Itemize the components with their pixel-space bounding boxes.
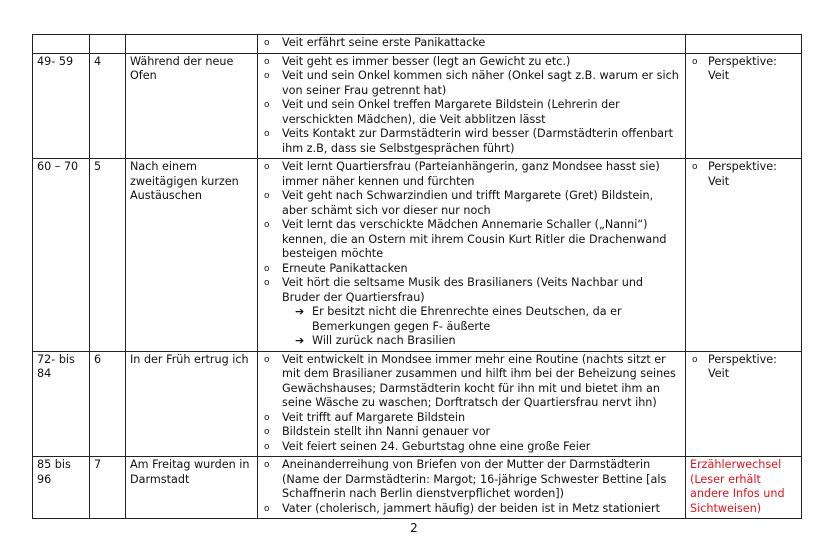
table-row	[33, 53, 802, 159]
pages-cell: 60 – 70	[33, 159, 90, 352]
title-cell: Am Freitag wurden in Darmstadt	[126, 457, 258, 519]
list-item: o Veit hört die seltsame Musik des Brasilianers (Veits Nachbar und Bruder der Quartiersfrau)	[262, 276, 681, 305]
title-cell: In der Früh ertrug ich	[126, 351, 258, 457]
list-item: o Veit lernt Quartiersfrau (Parteianhängerin, ganz Mondsee hasst sie) immer näher kennen und fürchten	[262, 160, 681, 189]
events-cell	[258, 53, 686, 159]
pages-cell: 85 bis 96	[33, 457, 90, 519]
narrator-change-note: Erzählerwechsel (Leser erhält andere Infos und Sichtweisen)	[690, 458, 785, 515]
notes-cell	[686, 159, 802, 352]
list-item: o Erneute Panikattacken	[262, 262, 681, 277]
list-item: o Veit trifft auf Margarete Bildstein	[262, 411, 681, 426]
list-item: o Veit entwickelt in Mondsee immer mehr eine Routine (nachts sitzt er mit dem Brasilianer zusammen und hilft ihm bei der Beheizung seines Gewächshauses; Darmstädterin kocht für ihn mit und bietet ihm an seine Wäsche zu waschen; Dorftratsch der Quartiersfrau nervt ihn)	[262, 353, 681, 411]
table-row	[33, 457, 802, 519]
list-item: o Vater (cholerisch, jammert häufig) der beiden ist in Metz stationiert	[262, 502, 681, 517]
list-item: o Veit feiert seinen 24. Geburtstag ohne eine große Feier	[262, 440, 681, 455]
chapter-cell: 4	[90, 53, 126, 159]
list-item: o Veits Kontakt zur Darmstädterin wird besser (Darmstädterin offenbart ihm z.B, dass sie Selbstgesprächen führt)	[262, 127, 681, 156]
perspective-note: o Perspektive: Veit	[690, 160, 797, 189]
list-item: o Veit erfährt seine erste Panikattacke	[262, 36, 681, 51]
chapter-summary-table	[32, 34, 802, 519]
list-item: o Veit geht nach Schwarzindien und trifft Margarete (Gret) Bildstein, aber schämt sich vor dieser nur noch	[262, 189, 681, 218]
list-item: o Aneinanderreihung von Briefen von der Mutter der Darmstädterin (Name der Darmstädterin: Margot; 16-jährige Schwester Bettine [als Schaffnerin nach Berlin dienstverpflichet worden])	[262, 458, 681, 502]
events-cell	[258, 159, 686, 352]
sub-item-text: Er besitzt nicht die Ehrenrechte eines Deutschen, da er	[312, 305, 622, 318]
table-row	[33, 159, 802, 352]
list-item: o Veit lernt das verschickte Mädchen Annemarie Schaller („Nanni“) kennen, die an Ostern mit ihrem Cousin Kurt Ritler die Drachenwand besteigen möchte	[262, 218, 681, 262]
list-item: o Veit geht es immer besser (legt an Gewicht zu etc.)	[262, 55, 681, 70]
list-item: o Veit und sein Onkel treffen Margarete Bildstein (Lehrerin der verschickten Mädchen), die Veit abblitzen lässt	[262, 98, 681, 127]
perspective-note: o Perspektive: Veit	[690, 353, 797, 382]
notes-cell	[686, 351, 802, 457]
list-item: o Bildstein stellt ihn Nanni genauer vor	[262, 425, 681, 440]
chapter-cell: 7	[90, 457, 126, 519]
notes-cell	[686, 35, 802, 54]
sub-list-item	[262, 334, 681, 349]
events-cell	[258, 351, 686, 457]
sub-list-item	[262, 305, 681, 320]
chapter-cell	[90, 35, 126, 54]
events-cell	[258, 35, 686, 54]
right-arrow-icon: ➔	[295, 305, 305, 318]
page-number: 2	[410, 521, 418, 535]
notes-cell	[686, 53, 802, 159]
chapter-cell: 6	[90, 351, 126, 457]
table-row	[33, 35, 802, 54]
title-cell	[126, 35, 258, 54]
title-cell: Während der neue Ofen	[126, 53, 258, 159]
table-row	[33, 351, 802, 457]
events-cell	[258, 457, 686, 519]
sub-item-continuation: Bemerkungen gegen F- äußerte	[312, 319, 491, 333]
chapter-cell: 5	[90, 159, 126, 352]
list-item: o Veit und sein Onkel kommen sich näher (Onkel sagt z.B. warum er sich von seiner Frau getrennt hat)	[262, 69, 681, 98]
sub-item-text: Will zurück nach Brasilien	[312, 334, 456, 347]
right-arrow-icon: ➔	[295, 334, 305, 347]
title-cell: Nach einem zweitägigen kurzen Austäuschen	[126, 159, 258, 352]
notes-cell	[686, 457, 802, 519]
perspective-note: o Perspektive: Veit	[690, 55, 797, 84]
pages-cell: 49- 59	[33, 53, 90, 159]
pages-cell	[33, 35, 90, 54]
pages-cell: 72- bis 84	[33, 351, 90, 457]
